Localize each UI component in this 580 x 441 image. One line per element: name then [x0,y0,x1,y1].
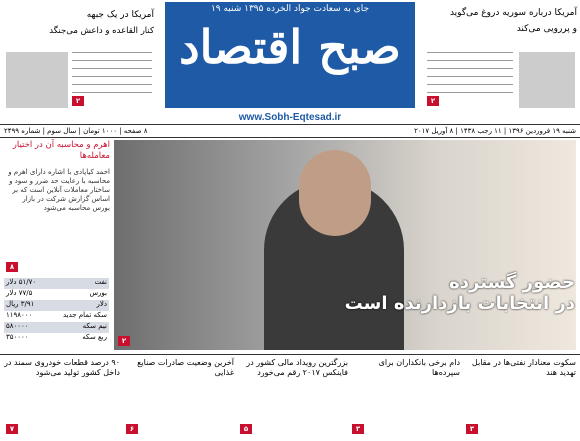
price-row: نفت ۵۱/۷۰ دلار [4,278,109,289]
price-row: سکه تمام جدید ۱۱۹۸۰۰۰ [4,311,109,322]
bottom-story-1-badge: ۳ [466,424,478,434]
bottom-story-3-badge: ۵ [240,424,252,434]
masthead [165,2,415,108]
bottom-story-4[interactable] [124,358,234,438]
top-left-photo [6,52,68,108]
price-row: ربع سکه ۳۵۰۰۰۰ [4,333,109,344]
top-left-title: آمریکا در یک جبهه [86,10,154,20]
header-divider-2 [0,137,580,138]
date-line: شنبه ۱۹ فروردین ۱۳۹۶ | ۱۱ رجب ۱۴۳۸ | ۸ آوریل ۲۰۱۷ [414,127,576,135]
masthead-logo: صبح اقتصاد [179,20,401,74]
masthead-slogan: جای به سعادت جواد الخرده ۱۳۹۵ شنبه ۱۹ [210,4,370,14]
hero-headline[interactable] [290,272,575,314]
hero-page-badge: ۲ [118,336,130,346]
bottom-story-4-title: آخرین وضعیت صادرات صنایع غذایی [137,358,234,377]
top-left-story[interactable] [4,4,154,109]
price-table [4,278,110,348]
issue-line: ۸ صفحه | ۱۰۰۰ تومان | سال سوم | شماره ۲۴۹۹ [4,127,148,135]
bottom-story-5[interactable] [4,358,120,438]
top-right-photo [519,52,575,108]
bottom-story-1-title: سکوت معنادار نفتی‌ها در مقابل تهدید هند [471,358,576,377]
bottom-story-5-title: ۹۰ درصد قطعات خودروی سمند در داخل کشور تولید می‌شود [4,358,120,377]
top-right-subtitle: و پررویی می‌کند [516,24,577,34]
bottom-story-4-badge: ۶ [126,424,138,434]
top-right-page-badge: ۲ [427,96,439,106]
bottom-story-2-badge: ۳ [352,424,364,434]
hero-headline-line1: حضور گسترده [449,272,575,293]
hero-photo[interactable] [114,140,576,350]
sidebar-page-badge: ۸ [6,262,18,272]
header-divider [0,124,580,125]
bottom-story-3-title: بزرگترین رویداد مالی کشور در فاینکس ۲۰۱۷ رقم می‌خورد [246,358,348,377]
top-left-page-badge: ۲ [72,96,84,106]
hero-headline-line2: در انتخابات بازدارنده است [344,293,575,314]
bottom-divider [0,354,580,355]
bottom-story-2-title: دام برخی بانکداران برای سپرده‌ها [378,358,460,377]
bottom-story-1[interactable] [464,358,576,438]
bottom-story-5-badge: ۷ [6,424,18,434]
site-url[interactable]: www.Sobh-Eqtesad.ir [238,112,342,123]
sidebar-headline[interactable]: اهرم و محاسبه آن در اختیار معامله‌ها [12,140,110,161]
bottom-story-3[interactable] [238,358,348,438]
price-row: دلار ۳/۹۱ ریال [4,300,109,311]
sidebar-body: احمد کیاپادی با اشاره دارای اهرم و محاسبه با رعایت حد ضرر و سود و ساختار معاملات آنلاین است که بر اساس گزارش شرکت در بازار بورس محاسبه می‌شود [8,168,110,212]
top-right-story[interactable] [425,4,577,109]
price-row: بورس ۷۷/۵ دلار [4,289,109,300]
person-face [299,150,371,236]
top-left-subtitle: کنار القاعده و داعش می‌جنگد [49,26,154,36]
bottom-story-2[interactable] [350,358,460,438]
top-right-title: آمریکا درباره سوریه دروغ می‌گوید [449,8,577,18]
price-row: نیم سکه ۵۸۰۰۰۰ [4,322,109,333]
left-sidebar [4,140,110,350]
